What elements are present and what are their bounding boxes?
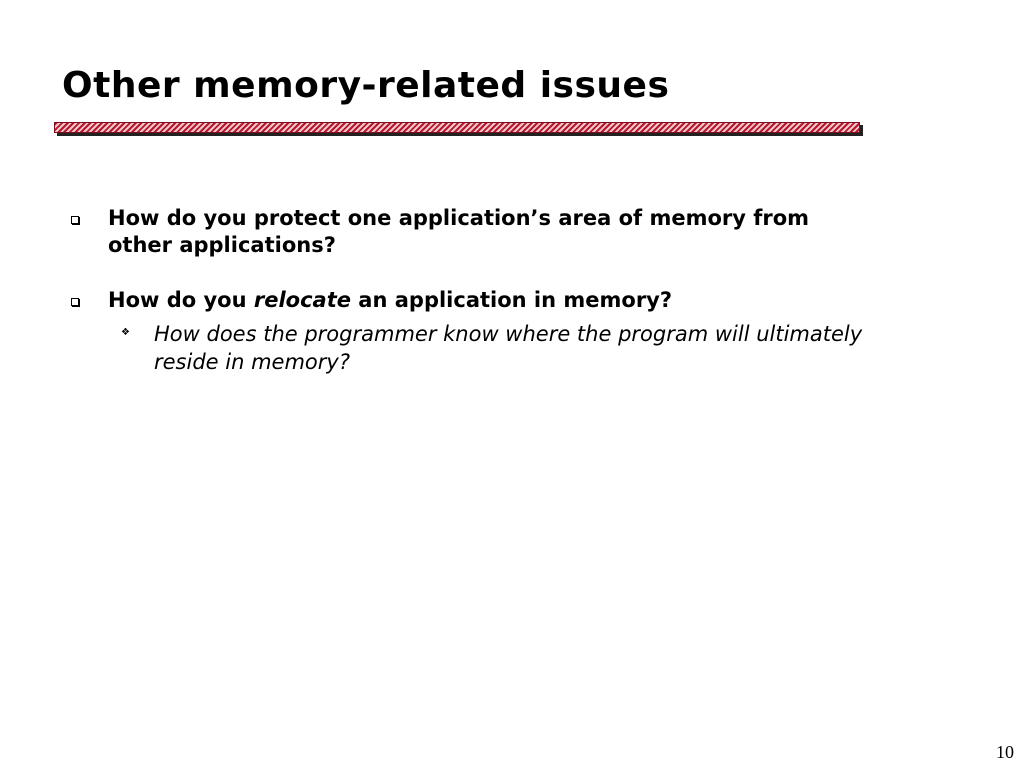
diamond-bullet-icon: ❖: [121, 327, 130, 338]
sub-bullet-text: How does the programmer know where the program will ultimately reside in memory?: [154, 322, 863, 374]
sub-bullet-item-programmer-know: [121, 320, 914, 376]
bullet-item-protect-memory: [108, 205, 868, 259]
slide-title: Other memory-related issues: [62, 65, 670, 106]
title-underline-rule: [54, 122, 860, 133]
bullet-item-relocate: [108, 287, 868, 314]
square-bullet-icon: [71, 298, 79, 306]
square-bullet-icon: [71, 216, 79, 224]
bullet-text-after: an application in memory?: [351, 288, 673, 312]
bullet-text-emphasis: relocate: [253, 288, 351, 312]
page-number: 10: [996, 742, 1014, 762]
bullet-text: How do you protect one application’s area of memory from other applications?: [108, 206, 810, 257]
bullet-text-before: How do you: [108, 288, 254, 312]
